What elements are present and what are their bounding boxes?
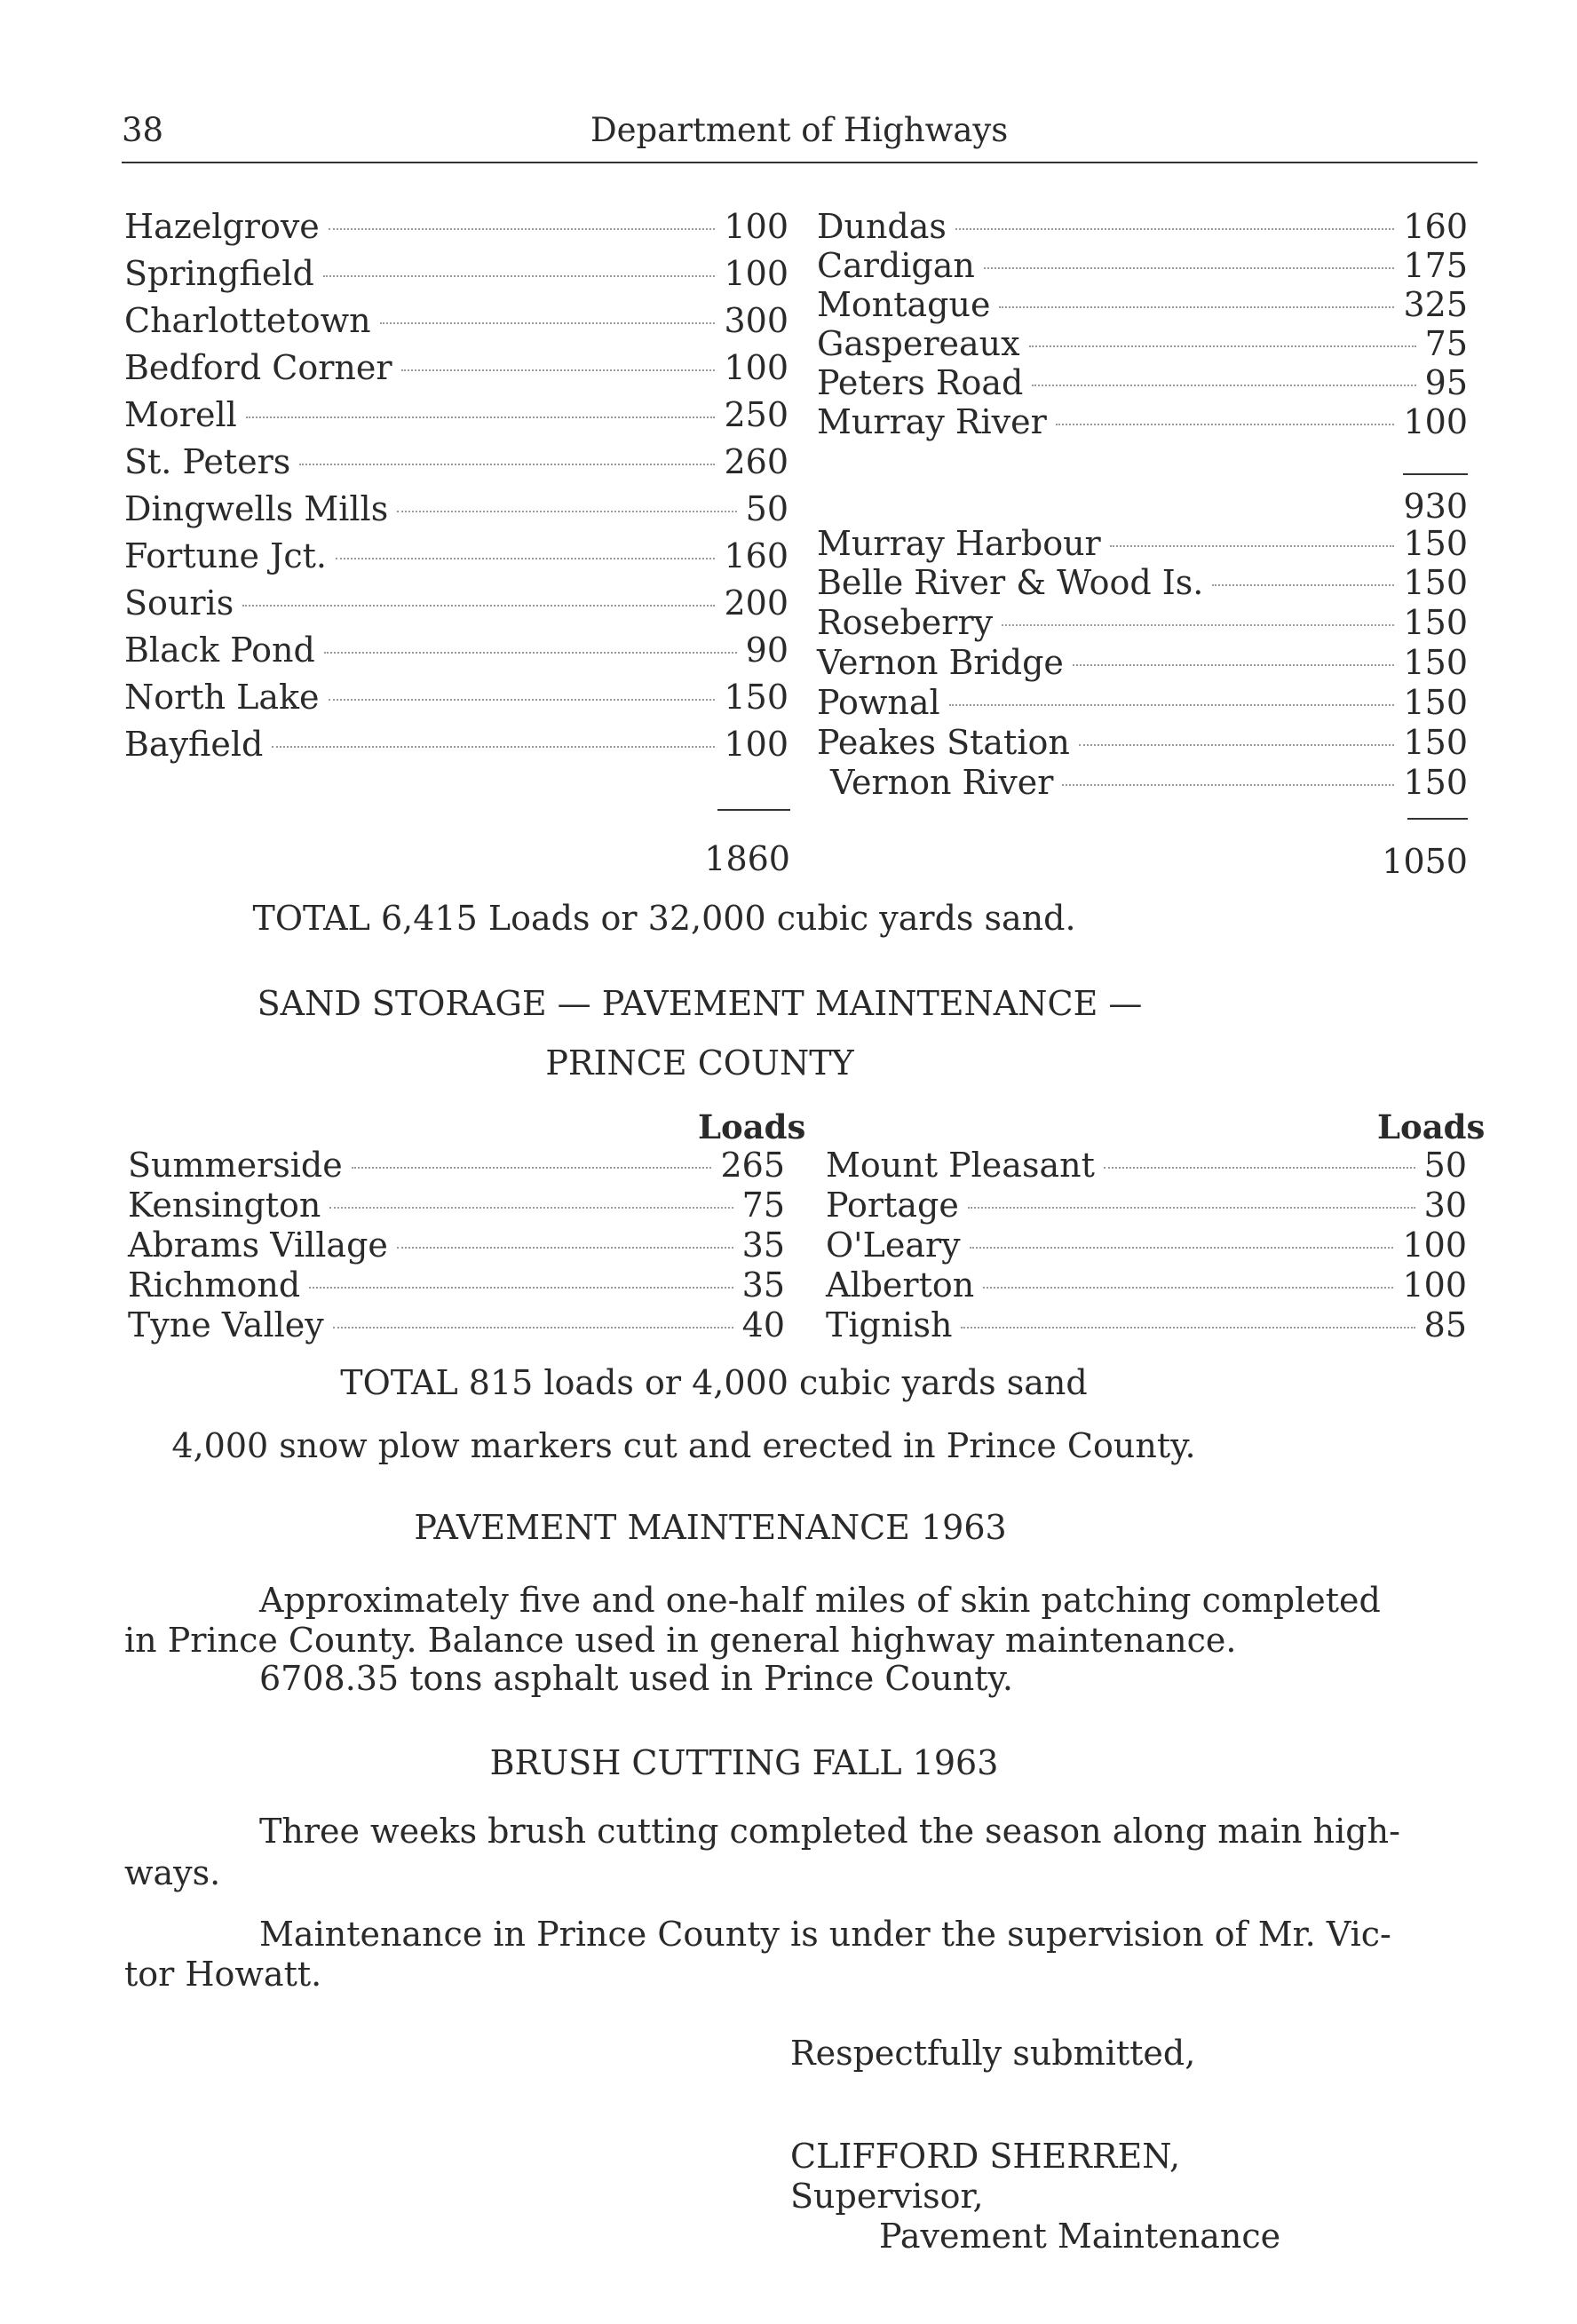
list-item: Tignish 85 (826, 1305, 1467, 1344)
pavement-line-1: Approximately five and one-half miles of skin patching completed (259, 1581, 1381, 1620)
list-item: Dundas 160 (817, 207, 1468, 246)
list-item: Vernon River 150 (830, 763, 1468, 802)
list-item: Murray Harbour 150 (817, 524, 1468, 563)
list-item: Tyne Valley 40 (128, 1305, 785, 1344)
list-item: Kensington 75 (128, 1186, 785, 1225)
list-item: Peakes Station 150 (817, 723, 1468, 762)
list-item: Gaspereaux 75 (817, 324, 1468, 363)
brush-line-2: ways. (124, 1853, 221, 1892)
list-item: Alberton 100 (826, 1265, 1467, 1305)
loads-header-left: Loads (698, 1107, 806, 1146)
list-item: Murray River 100 (817, 402, 1468, 441)
list-item: Fortune Jct. 160 (124, 536, 788, 575)
supervision-line-1: Maintenance in Prince County is under the supervision of Mr. Vic- (259, 1915, 1391, 1954)
list-item: Hazelgrove 100 (124, 207, 788, 246)
signatory-name: CLIFFORD SHERREN, (790, 2137, 1181, 2176)
kings-right-total: 1050 (1382, 842, 1468, 881)
pavement-line-2: in Prince County. Balance used in general highway maintenance. (124, 1621, 1237, 1660)
brush-line-1: Three weeks brush cutting completed the season along main high- (259, 1812, 1400, 1851)
list-item: Roseberry 150 (817, 603, 1468, 642)
sum-rule (1407, 818, 1468, 820)
prince-total: TOTAL 815 loads or 4,000 cubic yards sand (340, 1363, 1088, 1402)
list-item: Bedford Corner 100 (124, 348, 788, 387)
list-item: Pownal 150 (817, 683, 1468, 722)
list-item: Montague 325 (817, 285, 1468, 324)
markers-line: 4,000 snow plow markers cut and erected in Prince County. (171, 1426, 1196, 1465)
list-item: Charlottetown 300 (124, 301, 788, 340)
list-item: Summerside 265 (128, 1146, 785, 1185)
list-item: Springfield 100 (124, 254, 788, 293)
list-item: Cardigan 175 (817, 246, 1468, 285)
header-rule (122, 162, 1478, 163)
signatory-dept: Pavement Maintenance (879, 2217, 1281, 2256)
list-item: Portage 30 (826, 1186, 1467, 1225)
list-item: North Lake 150 (124, 678, 788, 717)
list-item: Souris 200 (124, 583, 788, 623)
pavement-line-3: 6708.35 tons asphalt used in Prince County. (259, 1659, 1013, 1698)
running-head: Department of Highways (590, 111, 1009, 149)
loads-header-right: Loads (1377, 1107, 1486, 1146)
brush-title: BRUSH CUTTING FALL 1963 (489, 1743, 999, 1782)
section-subtitle: PRINCE COUNTY (545, 1043, 854, 1083)
list-item: Vernon Bridge 150 (817, 643, 1468, 682)
list-item: Richmond 35 (128, 1265, 785, 1305)
list-item: Bayfield 100 (124, 725, 788, 764)
list-item: Mount Pleasant 50 (826, 1146, 1467, 1185)
kings-left-total: 1860 (704, 839, 790, 878)
list-item: Morell 250 (124, 395, 788, 434)
list-item: O'Leary 100 (826, 1225, 1467, 1265)
list-item: Dingwells Mills 50 (124, 489, 788, 528)
signatory-role: Supervisor, (790, 2177, 984, 2216)
kings-grand-total: TOTAL 6,415 Loads or 32,000 cubic yards sand. (252, 899, 1076, 938)
list-item: St. Peters 260 (124, 442, 788, 481)
list-item: Belle River & Wood Is. 150 (817, 563, 1468, 602)
closing: Respectfully submitted, (790, 2034, 1196, 2073)
sum-rule (1403, 473, 1468, 475)
sum-rule (717, 809, 790, 811)
list-item: Abrams Village 35 (128, 1225, 785, 1265)
pavement-title: PAVEMENT MAINTENANCE 1963 (414, 1508, 1007, 1547)
page-number: 38 (122, 111, 164, 149)
list-item: Peters Road 95 (817, 363, 1468, 402)
kings-right-subtotal: 930 (1403, 487, 1468, 526)
section-title: SAND STORAGE — PAVEMENT MAINTENANCE — (257, 984, 1143, 1023)
supervision-line-2: tor Howatt. (124, 1955, 322, 1994)
list-item: Black Pond 90 (124, 631, 788, 670)
